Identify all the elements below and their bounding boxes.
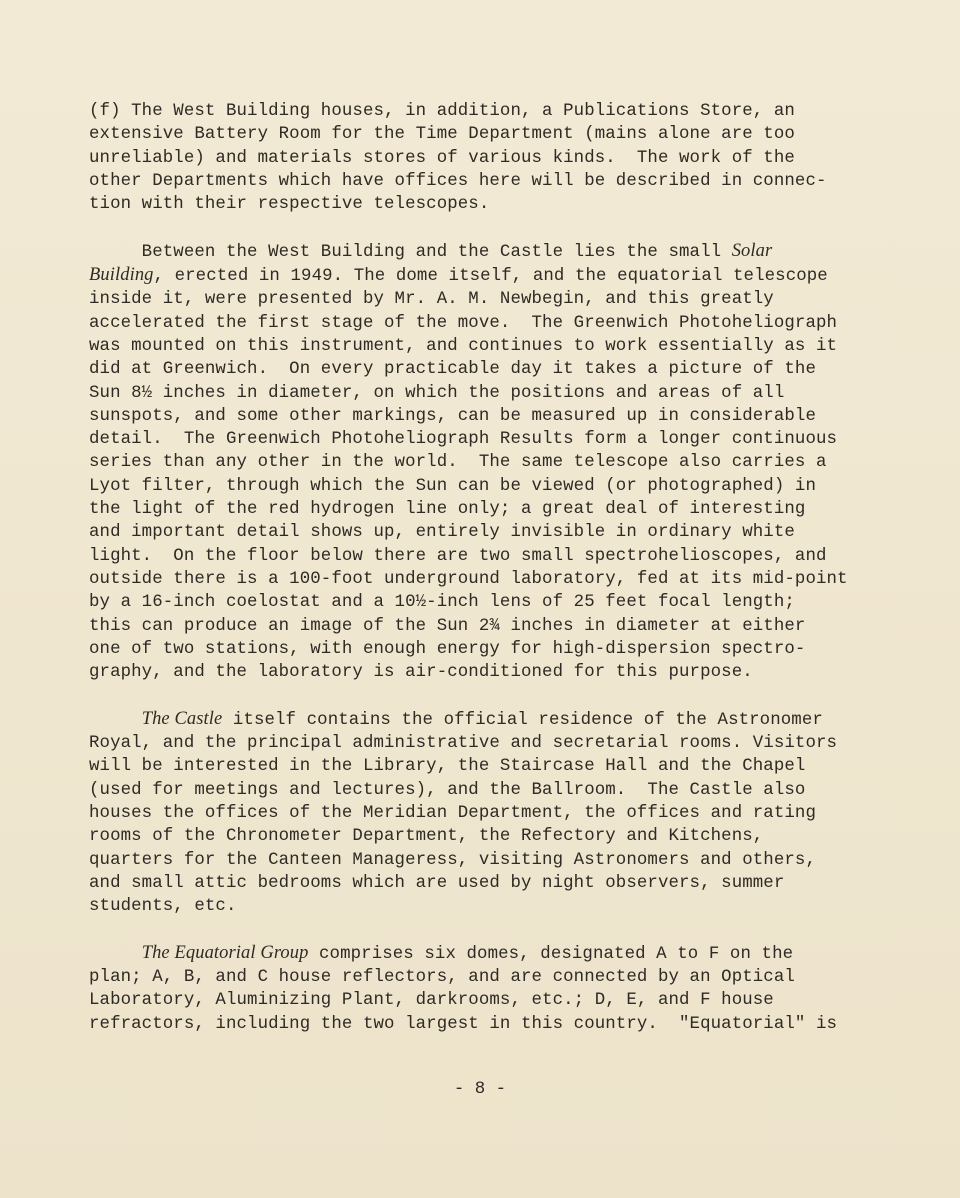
- text-run: other Departments which have offices here will be described in connec-: [89, 171, 827, 191]
- text-line: [89, 288, 889, 311]
- text-run: rooms of the Chronometer Department, the Refectory and Kitchens,: [89, 827, 764, 847]
- text-line: [89, 568, 889, 591]
- text-run: tion with their respective telescopes.: [89, 195, 490, 215]
- text-run: accelerated the first stage of the move. The Greenwich Photoheliograph: [89, 313, 838, 333]
- text-line: [89, 475, 889, 498]
- text-run: Sun 8½ inches in diameter, on which the positions and areas of all: [89, 383, 785, 403]
- text-run: sunspots, and some other markings, can be measured up in considerable: [89, 406, 816, 426]
- text-run: Royal, and the principal administrative and secretarial rooms. Visitors: [89, 734, 838, 754]
- text-run: refractors, including the two largest in this country. "Equatorial" is: [89, 1014, 838, 1034]
- text-line: [89, 428, 889, 451]
- text-run: graphy, and the laboratory is air-conditioned for this purpose.: [89, 663, 753, 683]
- paragraph: [89, 100, 889, 216]
- text-line: [89, 966, 889, 989]
- text-line: [89, 708, 889, 732]
- text-line: [89, 312, 889, 335]
- text-run: outside there is a 100-foot underground laboratory, fed at its mid-point: [89, 569, 848, 589]
- text-run: [89, 945, 142, 964]
- text-run: Laboratory, Aluminizing Plant, darkrooms, etc.; D, E, and F house: [89, 991, 774, 1011]
- text-run: (f) The West Building houses, in addition, a Publications Store, an: [89, 102, 795, 121]
- text-line: [89, 170, 889, 193]
- text-run: Lyot filter, through which the Sun can be viewed (or photographed) in: [89, 476, 816, 496]
- text-line: [89, 872, 889, 895]
- paragraph: [89, 942, 889, 1036]
- text-line: [89, 732, 889, 755]
- paragraph: [89, 240, 889, 685]
- text-line: [89, 942, 889, 966]
- text-run: did at Greenwich. On every practicable day it takes a picture of the: [89, 360, 816, 380]
- text-line: [89, 1013, 889, 1036]
- text-run: comprises six domes, designated A to F on the: [308, 944, 794, 964]
- italic-term: Solar: [731, 240, 773, 261]
- text-line: [89, 591, 889, 614]
- text-run: houses the offices of the Meridian Department, the offices and rating: [89, 803, 816, 823]
- text-line: [89, 755, 889, 778]
- text-run: was mounted on this instrument, and continues to work essentially as it: [89, 336, 838, 356]
- text-line: [89, 802, 889, 825]
- text-line: [89, 825, 889, 848]
- text-run: itself contains the official residence of the Astronomer: [222, 710, 823, 730]
- text-run: the light of the red hydrogen line only; a great deal of interesting: [89, 500, 806, 520]
- paragraph: [89, 708, 889, 919]
- text-line: [89, 147, 889, 170]
- text-run: by a 16-inch coelostat and a 10½-inch lens of 25 feet focal length;: [89, 593, 795, 613]
- text-line: [89, 405, 889, 428]
- text-line: [89, 264, 889, 288]
- text-run: extensive Battery Room for the Time Department (mains alone are too: [89, 125, 795, 145]
- text-run: Between the West Building and the Castle lies the small: [89, 242, 732, 262]
- text-line: [89, 989, 889, 1012]
- text-run: inside it, were presented by Mr. A. M. Newbegin, and this greatly: [89, 290, 774, 310]
- text-run: light. On the floor below there are two small spectrohelioscopes, and: [89, 546, 827, 566]
- text-run: quarters for the Canteen Manageress, visiting Astronomers and others,: [89, 850, 816, 870]
- text-line: [89, 193, 889, 216]
- italic-term: Building: [89, 265, 154, 286]
- text-run: will be interested in the Library, the Staircase Hall and the Chapel: [89, 757, 806, 777]
- body-text: [89, 100, 889, 1059]
- text-run: (used for meetings and lectures), and the Ballroom. The Castle also: [89, 780, 806, 800]
- text-line: [89, 779, 889, 802]
- text-run: and important detail shows up, entirely invisible in ordinary white: [89, 523, 795, 543]
- text-line: [89, 358, 889, 381]
- italic-term: The Equatorial Group: [141, 942, 309, 963]
- text-line: [89, 521, 889, 544]
- text-run: and small attic bedrooms which are used by night observers, summer: [89, 873, 785, 893]
- text-run: , erected in 1949. The dome itself, and the equatorial telescope: [153, 267, 828, 287]
- text-line: [89, 498, 889, 521]
- text-line: [89, 638, 889, 661]
- text-line: [89, 615, 889, 638]
- text-line: [89, 382, 889, 405]
- text-run: unreliable) and materials stores of various kinds. The work of the: [89, 148, 795, 168]
- text-run: this can produce an image of the Sun 2¾ inches in diameter at either: [89, 616, 806, 636]
- text-run: [89, 711, 142, 730]
- text-line: [89, 451, 889, 474]
- text-line: [89, 849, 889, 872]
- text-line: [89, 545, 889, 568]
- page-number: - 8 -: [453, 1080, 507, 1099]
- text-line: [89, 123, 889, 146]
- text-line: [89, 240, 889, 264]
- text-line: [89, 895, 889, 918]
- text-run: series than any other in the world. The same telescope also carries a: [89, 453, 827, 473]
- italic-term: The Castle: [141, 708, 223, 729]
- text-run: students, etc.: [89, 897, 237, 917]
- text-line: [89, 661, 889, 684]
- text-run: one of two stations, with enough energy for high-dispersion spectro-: [89, 639, 806, 659]
- text-line: [89, 100, 889, 123]
- text-run: plan; A, B, and C house reflectors, and are connected by an Optical: [89, 967, 795, 987]
- text-line: [89, 335, 889, 358]
- text-run: detail. The Greenwich Photoheliograph Results form a longer continuous: [89, 430, 838, 450]
